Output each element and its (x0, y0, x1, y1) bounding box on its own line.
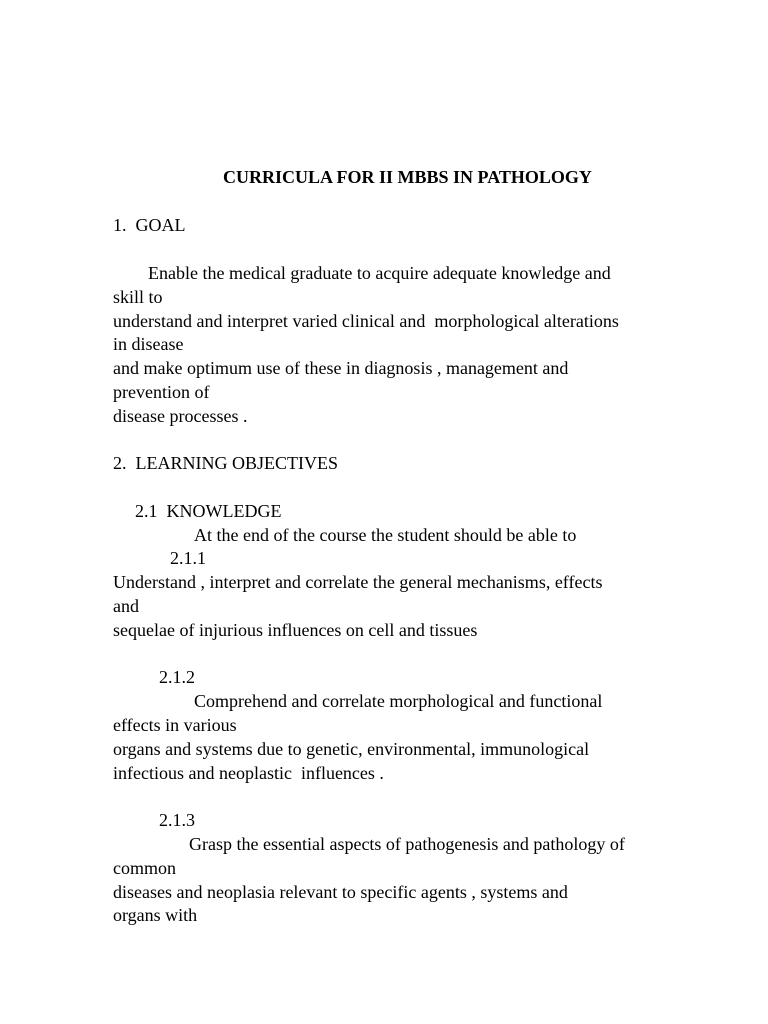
document-title: CURRICULA FOR II MBBS IN PATHOLOGY (223, 167, 592, 187)
item-number: 2.1.3 (159, 810, 195, 830)
item-text-line: diseases and neoplasia relevant to specific agents , systems and (113, 882, 568, 902)
item-text-line: sequelae of injurious influences on cell and tissues (113, 620, 478, 640)
goal-paragraph-line: skill to (113, 287, 163, 307)
item-text-line: Comprehend and correlate morphological and functional (194, 691, 603, 711)
item-number: 2.1.1 (170, 548, 206, 568)
goal-heading: 1. GOAL (113, 215, 186, 235)
learning-objectives-heading: 2. LEARNING OBJECTIVES (113, 453, 338, 473)
goal-paragraph-line: Enable the medical graduate to acquire adequate knowledge and (148, 263, 611, 283)
knowledge-intro: At the end of the course the student should be able to (194, 525, 577, 545)
item-text-line: common (113, 858, 176, 878)
item-text-line: effects in various (113, 715, 237, 735)
goal-paragraph-line: prevention of (113, 382, 210, 402)
knowledge-heading: 2.1 KNOWLEDGE (135, 501, 282, 521)
item-text-line: organs and systems due to genetic, environmental, immunological (113, 739, 590, 759)
item-text-line: and (113, 596, 139, 616)
goal-paragraph-line: in disease (113, 334, 184, 354)
item-text-line: infectious and neoplastic influences . (113, 763, 384, 783)
item-number: 2.1.2 (159, 667, 195, 687)
item-text-line: organs with (113, 905, 198, 925)
goal-paragraph-line: disease processes . (113, 406, 248, 426)
goal-paragraph-line: understand and interpret varied clinical and morphological alterations (113, 311, 619, 331)
item-text-line: Understand , interpret and correlate the general mechanisms, effects (113, 572, 603, 592)
item-text-line: Grasp the essential aspects of pathogenesis and pathology of (189, 834, 625, 854)
goal-paragraph-line: and make optimum use of these in diagnosis , management and (113, 358, 569, 378)
